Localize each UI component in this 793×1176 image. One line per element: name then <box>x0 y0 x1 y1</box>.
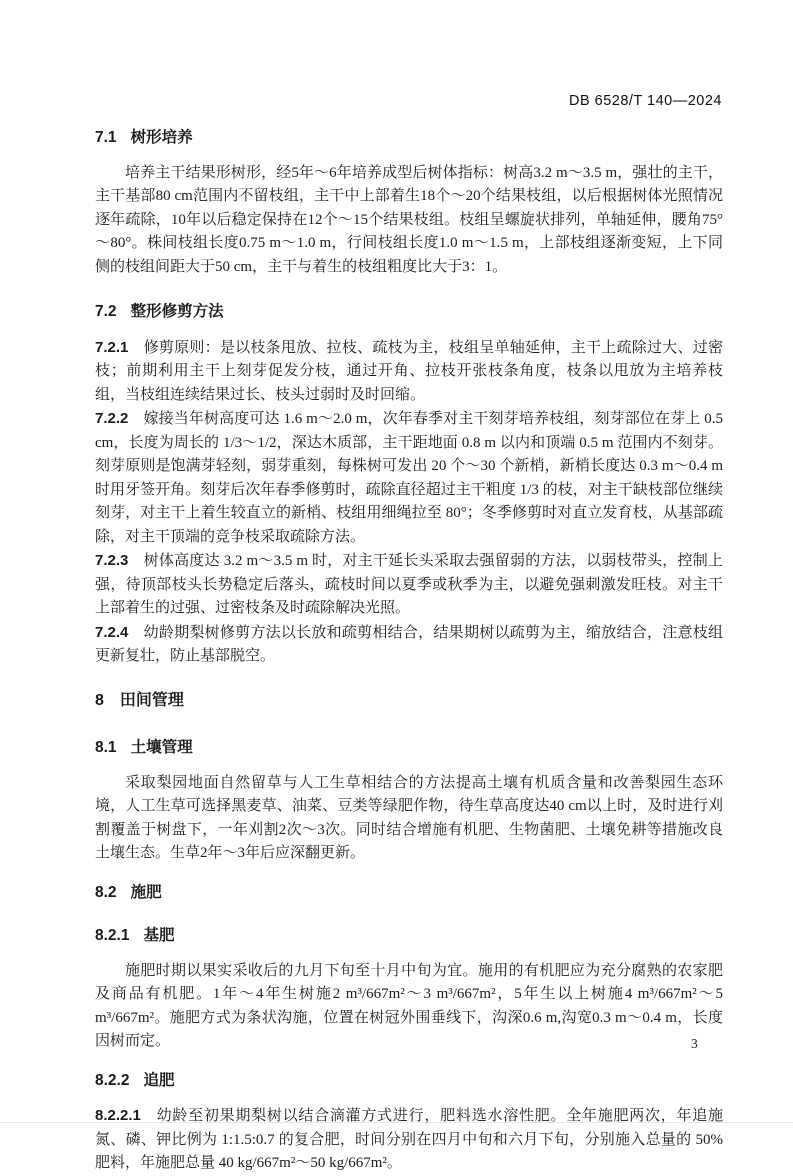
clause-7-2-4 <box>95 621 723 669</box>
document-body <box>95 126 723 1176</box>
paragraph-base-fertilizer: 施肥时期以果实采收后的九月下旬至十月中旬为宜。施用的有机肥应为充分腐熟的农家肥及商品有机肥。1年～4年生树施2 m³/667m²～3 m³/667m²，5年生以上树施4 m³/667m²～5 m³/667m²。施肥方式为条状沟施，位置在树冠外围垂线下，沟深0.6 m,沟宽0.3 m～0.4 m，长度因树而定。 <box>95 962 723 1049</box>
chapter-number: 8 <box>95 691 104 709</box>
clause-7-2-2 <box>95 407 723 549</box>
section-number: 7.2 <box>95 303 117 320</box>
clause-number: 7.2.3 <box>95 552 129 569</box>
clause-text: 幼龄至初果期梨树以结合滴灌方式进行，肥料选水溶性肥。全年施肥两次，年追施氮、磷、钾比例为 1:1.5:0.7 的复合肥，时间分别在四月中旬和六月下旬，分别施入总量的 50%肥料，年施肥总量 40 kg/667m²～50 kg/667m²。 <box>95 1108 723 1171</box>
paragraph-soil-management: 采取梨园地面自然留草与人工生草相结合的方法提高土壤有机质含量和改善梨园生态环境，人工生草可选择黑麦草、油菜、豆类等绿肥作物，待生草高度达40 cm以上时，及时进行刈割覆盖于树盘下，一年刈割2次～3次。同时结合增施有机肥、生物菌肥、土壤免耕等措施改良土壤生态。生草2年～3年后应深翻更新。 <box>95 774 723 861</box>
section-heading-7-2 <box>95 300 723 324</box>
clause-7-2-1 <box>95 336 723 408</box>
section-title: 基肥 <box>143 927 175 944</box>
section-number: 7.1 <box>95 129 117 146</box>
section-heading-8-2 <box>95 881 723 905</box>
clause-text: 幼龄期梨树修剪方法以长放和疏剪相结合，结果期树以疏剪为主，缩放结合，注意枝组更新复壮，防止基部脱空。 <box>95 624 723 664</box>
section-title: 追肥 <box>143 1071 175 1089</box>
section-title: 施肥 <box>130 883 162 901</box>
clause-text: 嫁接当年树高度可达 1.6 m～2.0 m，次年春季对主干刻芽培养枝组，刻芽部位在芽上 0.5 cm，长度为周长的 1/3～1/2，深达木质部，主干距地面 0.8 m 以内和顶端 0.5 m 范围内不刻芽。刻芽原则是饱满芽轻刻，弱芽重刻，每株树可发出 20 个～30 个新梢，新梢长度达 0.3 m～0.4 m 时用牙签开角。刻芽后次年春季修剪时，疏除直径超过主干粗度 1/3 的枝，对主干缺枝部位继续刻芽，对主干上着生较直立的新梢、枝组用细绳拉至 80°；冬季修剪时对直立发育枝，从基部疏除，对主干顶端的竞争枝采取疏除方法。 <box>95 411 723 545</box>
section-number: 8.2.2 <box>95 1071 130 1089</box>
clause-text: 修剪原则：是以枝条甩放、拉枝、疏枝为主，枝组呈单轴延伸，主干上疏除过大、过密枝；前期利用主干上刻芽促发分枝，通过开角、拉枝开张枝条角度，枝条以甩放为主培养枝组，当枝组连续结果过长、枝头过弱时及时回缩。 <box>95 339 723 403</box>
clause-number: 7.2.2 <box>95 410 129 427</box>
section-title: 整形修剪方法 <box>130 303 224 320</box>
section-number: 8.1 <box>95 739 117 756</box>
clause-number: 7.2.1 <box>95 338 129 356</box>
clause-8-2-2-1 <box>95 1104 723 1176</box>
section-heading-8-1 <box>95 736 723 760</box>
chapter-heading-8 <box>95 689 723 713</box>
section-heading-7-1 <box>95 126 723 150</box>
page-number: 3 <box>691 1036 698 1051</box>
clause-number: 8.2.2.1 <box>95 1107 141 1124</box>
section-heading-8-2-2 <box>95 1069 723 1093</box>
section-heading-8-2-1 <box>95 924 723 948</box>
chapter-title: 田间管理 <box>119 691 184 709</box>
section-title: 树形培养 <box>130 129 193 146</box>
section-number: 8.2 <box>95 883 117 901</box>
clause-number: 7.2.4 <box>95 623 129 641</box>
clause-text: 树体高度达 3.2 m～3.5 m 时，对主干延长头采取去强留弱的方法，以弱枝带头，控制上强，待顶部枝头长势稳定后落头，疏枝时间以夏季或秋季为主，以避免强刺激发旺枝。对主干上部着生的过强、过密枝条及时疏除解决光照。 <box>95 553 723 616</box>
section-number: 8.2.1 <box>95 927 130 944</box>
clause-7-2-3 <box>95 549 723 621</box>
document-code-header: DB 6528/T 140—2024 <box>568 93 722 109</box>
paragraph-tree-shape: 培养主干结果形树形，经5年～6年培养成型后树体指标：树高3.2 m～3.5 m，强壮的主干，主干基部80 cm范围内不留枝组，主干中上部着生18个～20个结果枝组，以后根据树体光照情况逐年疏除，10年以后稳定保持在12个～15个结果枝组。枝组呈螺旋状排列，单轴延伸，腰角75°～80°。株间枝组长度0.75 m～1.0 m，行间枝组长度1.0 m～1.5 m，上部枝组逐渐变短，上下同侧的枝组间距大于50 cm，主干与着生的枝组粗度比大于3：1。 <box>95 164 723 275</box>
section-title: 土壤管理 <box>130 739 193 756</box>
